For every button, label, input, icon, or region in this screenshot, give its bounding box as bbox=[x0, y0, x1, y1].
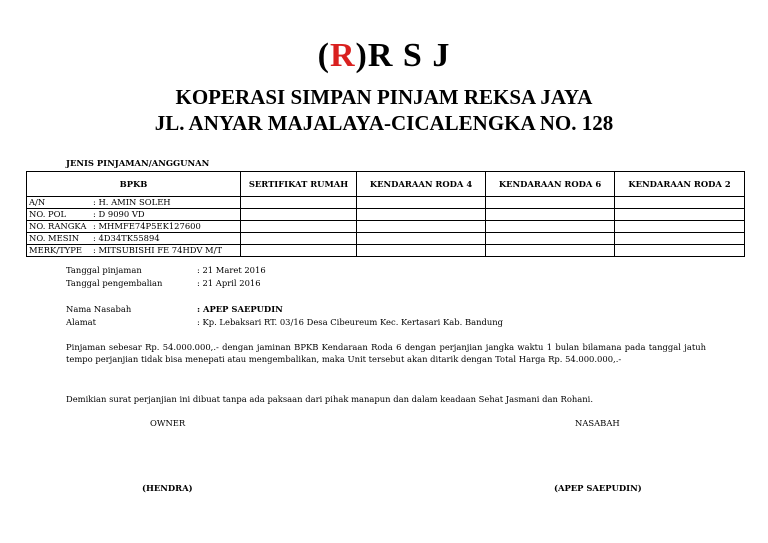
table-row bbox=[27, 245, 745, 257]
empty-cell bbox=[357, 245, 486, 257]
tanggal-pinjaman-label: Tanggal pinjaman bbox=[66, 265, 142, 275]
empty-cell bbox=[615, 197, 745, 209]
owner-label: OWNER bbox=[150, 418, 186, 428]
row-value: : MITSUBISHI FE 74HDV M/T bbox=[93, 245, 223, 255]
empty-cell bbox=[241, 221, 357, 233]
tanggal-pengembalian-label: Tanggal pengembalian bbox=[66, 278, 163, 288]
row-value: : H. AMIN SOLEH bbox=[93, 197, 171, 207]
cell-no-pol bbox=[27, 209, 241, 221]
row-label: NO. RANGKA bbox=[29, 221, 87, 231]
row-label: MERK/TYPE bbox=[29, 245, 82, 255]
empty-cell bbox=[615, 209, 745, 221]
section-label: JENIS PINJAMAN/ANGGUNAN bbox=[66, 158, 210, 168]
nasabah-signature-name: (APEP SAEPUDIN) bbox=[554, 483, 642, 493]
table-header-row bbox=[27, 172, 745, 197]
empty-cell bbox=[241, 245, 357, 257]
collateral-table bbox=[26, 171, 745, 257]
cell-no-rangka bbox=[27, 221, 241, 233]
cell-an bbox=[27, 197, 241, 209]
cell-merk-type bbox=[27, 245, 241, 257]
row-value: : D 9090 VD bbox=[93, 209, 145, 219]
empty-cell bbox=[486, 245, 615, 257]
empty-cell bbox=[241, 233, 357, 245]
empty-cell bbox=[486, 233, 615, 245]
header-roda-4: KENDARAAN RODA 4 bbox=[357, 172, 486, 197]
row-value: : MHMFE74P5EK127600 bbox=[93, 221, 201, 231]
empty-cell bbox=[241, 209, 357, 221]
org-name: KOPERASI SIMPAN PINJAM REKSA JAYA bbox=[175, 85, 593, 109]
empty-cell bbox=[615, 233, 745, 245]
empty-cell bbox=[357, 209, 486, 221]
empty-cell bbox=[241, 197, 357, 209]
empty-cell bbox=[357, 197, 486, 209]
row-label: NO. POL bbox=[29, 209, 67, 219]
empty-cell bbox=[615, 221, 745, 233]
table-row bbox=[27, 197, 745, 209]
cell-no-mesin bbox=[27, 233, 241, 245]
alamat-label: Alamat bbox=[66, 317, 97, 327]
empty-cell bbox=[486, 221, 615, 233]
nama-nasabah-label: Nama Nasabah bbox=[66, 304, 132, 314]
table-row bbox=[27, 233, 745, 245]
header-bpkb: BPKB bbox=[27, 172, 241, 197]
header-roda-2: KENDARAAN RODA 2 bbox=[615, 172, 745, 197]
closing-paragraph: Demikian surat perjanjian ini dibuat tanpa ada paksaan dari pihak manapun dan dalam keadaan Sehat Jasmani dan Rohani. bbox=[66, 394, 593, 404]
empty-cell bbox=[486, 197, 615, 209]
logo-text: R S J bbox=[367, 37, 451, 74]
header-roda-6: KENDARAAN RODA 6 bbox=[486, 172, 615, 197]
row-value: : 4D34TK55894 bbox=[93, 233, 160, 243]
tanggal-pengembalian-value: : 21 April 2016 bbox=[197, 278, 261, 288]
owner-signature-name: (HENDRA) bbox=[142, 483, 193, 493]
tanggal-pinjaman-value: : 21 Maret 2016 bbox=[197, 265, 266, 275]
empty-cell bbox=[357, 233, 486, 245]
empty-cell bbox=[357, 221, 486, 233]
logo-open-paren: ( bbox=[317, 37, 330, 74]
loan-terms-paragraph: Pinjaman sebesar Rp. 54.000.000,.- dengan jaminan BPKB Kendaraan Roda 6 dengan perjanjian jangka waktu 1 bulan bilamana pada tanggal jatuh tempo perjanjian tidak bisa menepati atau mengembalikan, maka Unit tersebut akan ditarik dengan Total Harga Rp. 54.000.000,.- bbox=[66, 342, 706, 364]
alamat-value: : Kp. Lebaksari RT. 03/16 Desa Cibeureum Kec. Kertasari Kab. Bandung bbox=[197, 317, 503, 327]
empty-cell bbox=[615, 245, 745, 257]
header-sertifikat-rumah: SERTIFIKAT RUMAH bbox=[241, 172, 357, 197]
logo-close-paren: ) bbox=[355, 37, 368, 74]
table-row bbox=[27, 209, 745, 221]
row-label: NO. MESIN bbox=[29, 233, 80, 243]
row-label: A/N bbox=[29, 197, 46, 207]
empty-cell bbox=[486, 209, 615, 221]
logo-r-letter: R bbox=[329, 37, 356, 74]
org-address: JL. ANYAR MAJALAYA-CICALENGKA NO. 128 bbox=[154, 111, 614, 135]
company-logo bbox=[0, 36, 768, 76]
nasabah-label: NASABAH bbox=[575, 418, 620, 428]
table-row bbox=[27, 221, 745, 233]
nama-nasabah-value: : APEP SAEPUDIN bbox=[197, 304, 283, 314]
